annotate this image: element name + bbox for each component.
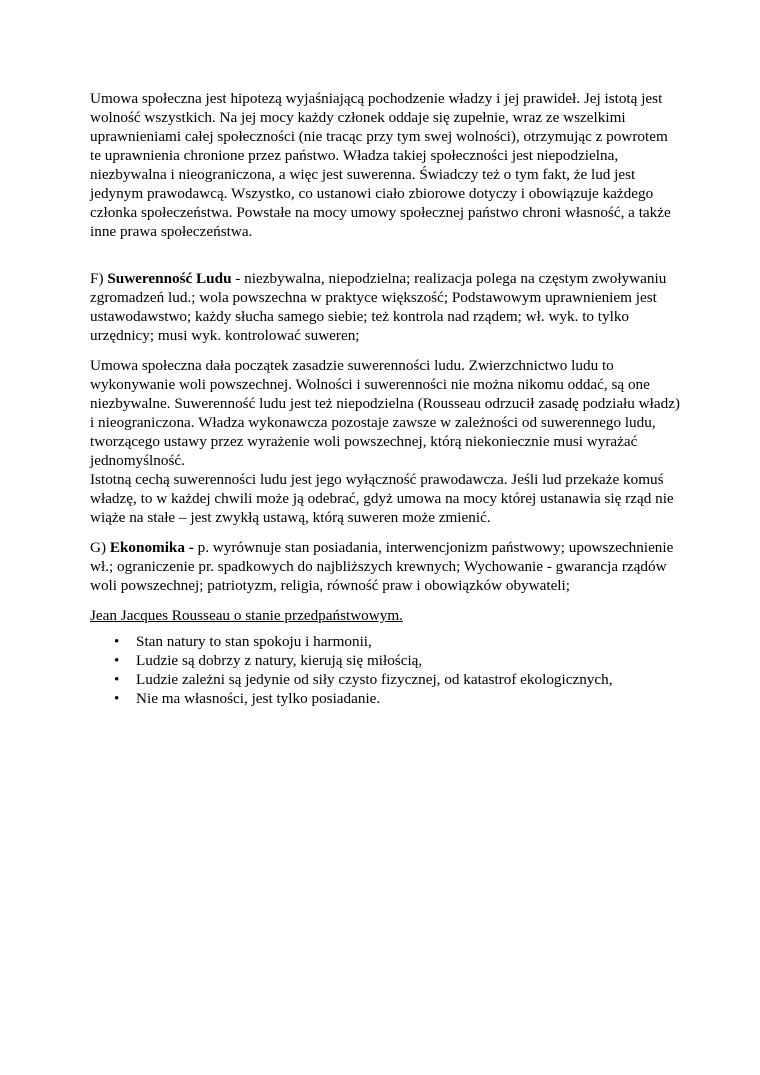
section-f-title: Suwerenność Ludu: [107, 270, 232, 287]
list-item: [90, 689, 680, 708]
section-f-text: - niezbywalna, niepodzielna; realizacja polega na częstym zwoływaniu zgromadzeń lud.; wola powszechna w praktyce większość; Podstawowym uprawnieniem jest ustawodawstwo; każdy słucha samego siebie; też kontrola nad rządem; wł. wyk. to tylko urzędnicy; musi wyk. kontrolować suweren;: [90, 270, 667, 344]
bullet-icon: •: [114, 690, 120, 707]
section-f-prefix: F): [90, 270, 108, 287]
bullet-icon: •: [114, 671, 120, 688]
paragraph-legislative-exclusivity: Istotną cechą suwerenności ludu jest jego wyłączność prawodawcza. Jeśli lud przekaże komuś władzę, to w każdej chwili może ją odebrać, gdyż umowa na mocy której ustanawia się rząd nie wiąże na stałe – jest zwykłą ustawą, którą suweren może zmienić.: [90, 471, 674, 526]
paragraph-sovereignty-principle: Umowa społeczna dała początek zasadzie suwerenności ludu. Zwierzchnictwo ludu to wykonywanie woli powszechnej. Wolności i suwerenności nie można nikomu oddać, są one niezbywalne. Suwerenność ludu jest też niepodzielna (Rousseau odrzucił zasadę podziału władz) i nieograniczona. Władza wykonawcza pozostaje zawsze w zależności od suwerennego ludu, tworzącego ustawy przez wyrażenie woli powszechnej, którą niekoniecznie musi wyrażać jednomyślność.: [90, 357, 680, 469]
list-item: [90, 670, 680, 689]
list-item: [90, 651, 680, 670]
list-item-text: Ludzie zależni są jedynie od siły czysto fizycznej, od katastrof ekologicznych,: [136, 671, 613, 688]
section-g-text: p. wyrównuje stan posiadania, interwencjonizm państwowy; upowszechnienie wł.; ograniczenie pr. spadkowych do najbliższych krewnych; Wychowanie - gwarancja rządów woli powszechnej; patriotyzm, religia, równość praw i obowiązków obywateli;: [90, 539, 674, 594]
bullet-icon: •: [114, 652, 120, 669]
section-g-title: Ekonomika -: [109, 539, 194, 556]
bullet-icon: •: [114, 633, 120, 650]
bullet-list: [90, 632, 680, 708]
paragraph-social-contract: Umowa społeczna jest hipotezą wyjaśniającą pochodzenie władzy i jej prawideł. Jej istotą jest wolność wszystkich. Na jej mocy każdy członek oddaje się zupełnie, wraz ze wszelkimi uprawnieniami całej społeczności (nie tracąc przy tym swej wolności), otrzymując z powrotem te uprawnienia chronione przez państwo. Władza takiej społeczności jest niepodzielna, niezbywalna i nieograniczona, a więc jest suwerenna. Świadczy też o tym fakt, że lud jest jedynym prawodawcą. Wszystko, co ustanowi ciało zbiorowe dotyczy i obowiązuje każdego członka społeczeństwa. Powstałe na mocy umowy społecznej państwo chroni własność, a także inne prawa społeczeństwa.: [90, 90, 671, 240]
list-item-text: Nie ma własności, jest tylko posiadanie.: [136, 690, 381, 707]
document-page: [90, 89, 680, 708]
section-f-sovereignty: [90, 269, 680, 345]
section-g-prefix: G): [90, 539, 110, 556]
list-item: [90, 632, 680, 651]
list-item-text: Stan natury to stan spokoju i harmonii,: [136, 633, 372, 650]
list-item-text: Ludzie są dobrzy z natury, kierują się miłością,: [136, 652, 423, 669]
section-g-economy: [90, 538, 680, 595]
heading-pre-state: Jean Jacques Rousseau o stanie przedpaństwowym.: [90, 607, 403, 624]
